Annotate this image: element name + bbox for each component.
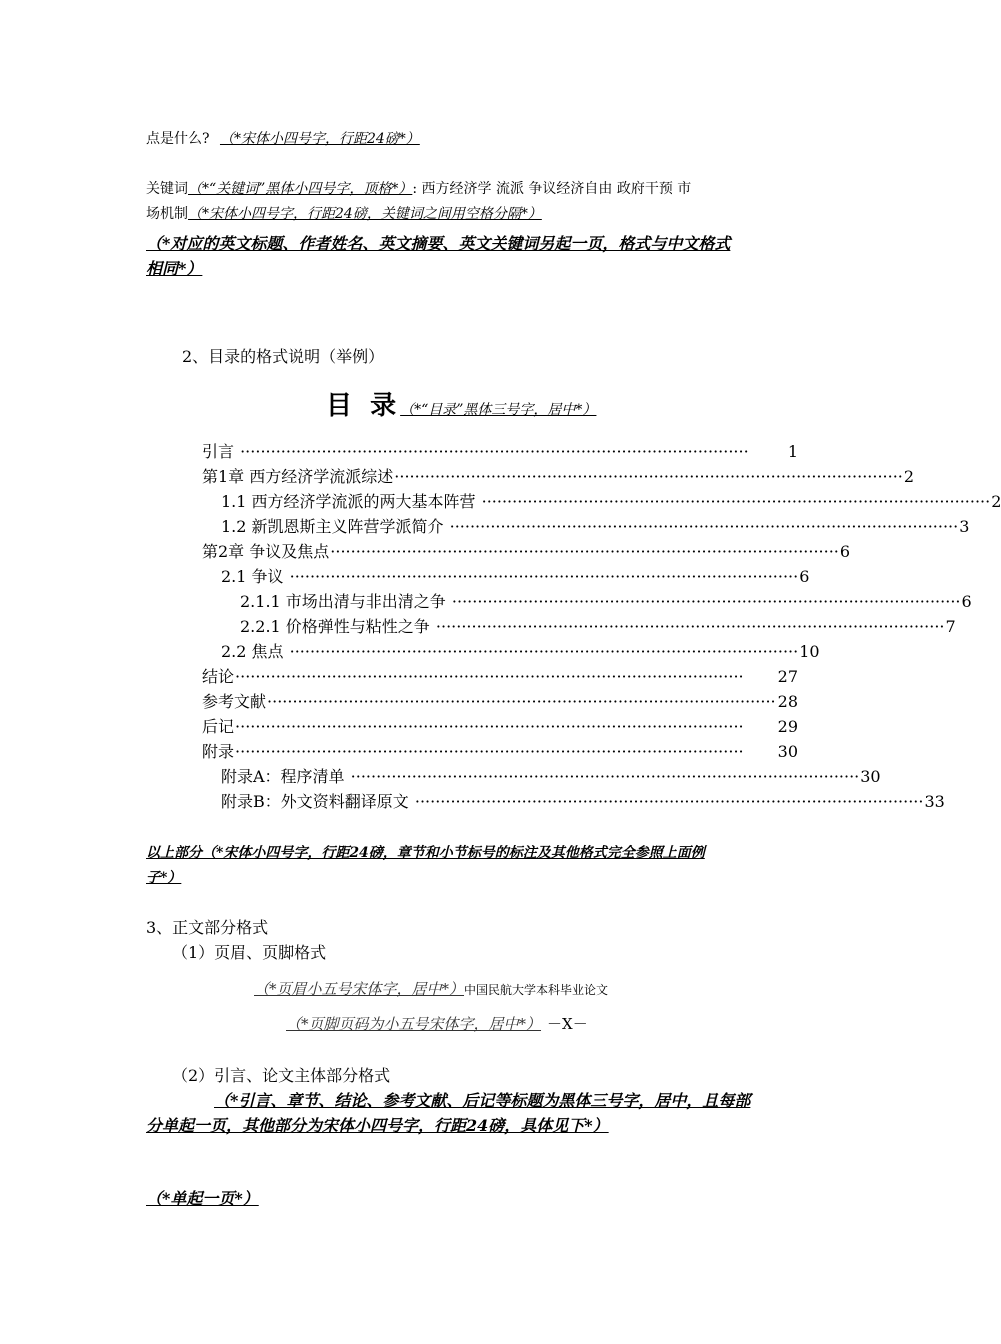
sub1-heading: （1）页眉、页脚格式 <box>172 943 327 962</box>
toc-item-title: 第2章 争议及焦点 <box>202 542 330 561</box>
toc-leader: ···································································································· <box>481 492 991 511</box>
keywords-label: 关键词 <box>146 181 188 197</box>
toc-item-page: 27 <box>777 667 798 686</box>
toc-item <box>221 790 945 814</box>
toc-leader: ···································································································· <box>235 742 744 761</box>
toc-item-page: 2 <box>991 492 1001 511</box>
toc-leader: ···································································································· <box>235 717 744 736</box>
toc-item <box>202 540 851 564</box>
header-example <box>254 978 608 999</box>
toc-leader: ···································································································· <box>267 692 776 711</box>
toc-item-title: 附录B：外文资料翻译原文 <box>221 792 414 811</box>
toc-item-title: 2.2.1 价格弹性与粘性之争 <box>240 617 435 636</box>
toc-item-page: 2 <box>903 467 915 486</box>
toc-item <box>202 440 798 464</box>
toc-item <box>221 640 820 664</box>
keywords-line <box>146 178 691 198</box>
toc-leader: ···································································································· <box>330 542 839 561</box>
body-note-line1: （*引言、章节、结论、参考文献、后记等标题为黑体三号字，居中，且每部 <box>214 1091 751 1110</box>
toc-leader: ···································································································· <box>449 517 959 536</box>
toc-item <box>221 765 881 789</box>
toc-leader: ···································································································· <box>414 792 924 811</box>
toc-item-title: 附录 <box>202 742 235 761</box>
toc-leader: ···································································································· <box>394 467 903 486</box>
toc-item-page: 10 <box>799 642 820 661</box>
toc-item-title: 2.2 焦点 <box>221 642 289 661</box>
toc-item-page: 6 <box>799 567 810 586</box>
toc-item <box>221 490 1001 514</box>
english-note-line1: （*对应的英文标题、作者姓名、英文摘要、英文关键词另起一页，格式与中文格式 <box>146 234 731 253</box>
toc-item <box>221 515 970 539</box>
toc-item-title: 2.1 争议 <box>221 567 289 586</box>
toc-item-page: 29 <box>777 717 798 736</box>
toc-leader: ···································································································· <box>451 592 961 611</box>
section2-heading: 2、目录的格式说明（举例） <box>182 347 385 366</box>
toc-leader: ···································································································· <box>235 667 744 686</box>
toc-item <box>221 565 810 589</box>
above-note-line2: 子*） <box>146 870 182 886</box>
toc-item-page: 30 <box>860 767 881 786</box>
toc-leader: ···································································································· <box>289 567 799 586</box>
sub2-heading: （2）引言、论文主体部分格式 <box>172 1066 391 1085</box>
header-text: 中国民航大学本科毕业论文 <box>464 983 609 997</box>
toc-item-page: 3 <box>959 517 970 536</box>
toc-leader: ···································································································· <box>240 442 749 461</box>
toc-leader: ···································································································· <box>289 642 799 661</box>
toc-leader: ···································································································· <box>350 767 860 786</box>
toc-item-page: 7 <box>945 617 956 636</box>
body-note-line2: 分单起一页，其他部分为宋体小四号字，行距24磅，具体见下*） <box>146 1116 609 1135</box>
toc-item-page: 6 <box>961 592 972 611</box>
toc-item <box>202 690 798 714</box>
toc-item-title: 1.2 新凯恩斯主义阵营学派简介 <box>221 517 449 536</box>
footer-text: －X－ <box>547 1015 588 1033</box>
keywords-text: : 西方经济学 流派 争议经济自由 政府干预 市 <box>412 181 692 197</box>
toc-item-title: 1.1 西方经济学流派的两大基本阵营 <box>221 492 481 511</box>
keywords-line-2 <box>146 203 542 223</box>
format-note: （*页脚页码为小五号宋体字，居中*） <box>286 1015 542 1033</box>
toc-item-page: 33 <box>924 792 945 811</box>
toc-title-text: 目 录 <box>326 391 397 421</box>
section3-heading: 3、正文部分格式 <box>146 918 269 937</box>
single-page-note: （*单起一页*） <box>146 1189 259 1208</box>
keywords-text-2: 场机制 <box>146 206 188 222</box>
toc-item-title: 引言 <box>202 442 240 461</box>
body-text: 点是什么? <box>146 131 210 147</box>
toc-item-title: 附录A：程序清单 <box>221 767 350 786</box>
toc-item <box>202 665 798 689</box>
toc-item-title: 第1章 西方经济学流派综述 <box>202 467 394 486</box>
toc-item-title: 结论 <box>202 667 235 686</box>
toc-item-title: 后记 <box>202 717 235 736</box>
format-note: （*页眉小五号宋体字，居中*） <box>254 980 465 998</box>
toc-item-page: 28 <box>777 692 798 711</box>
format-note: （*宋体小四号字，行距24磅*） <box>219 131 420 147</box>
toc-item-page: 1 <box>787 442 798 461</box>
toc-item-title: 2.1.1 市场出清与非出清之争 <box>240 592 451 611</box>
toc-item <box>202 465 915 489</box>
toc-title <box>326 385 596 422</box>
text-line <box>146 128 420 148</box>
format-note: （*“关键词”黑体小四号字，顶格*） <box>188 181 413 197</box>
toc-item-page: 30 <box>777 742 798 761</box>
toc-item <box>202 715 798 739</box>
toc-item-page: 6 <box>839 542 851 561</box>
above-note-line1: 以上部分（*宋体小四号字，行距24磅，章节和小节标号的标注及其他格式完全参照上面例 <box>146 845 705 861</box>
format-note: （*“目录”黑体三号字，居中*） <box>400 402 597 418</box>
toc-item-title: 参考文献 <box>202 692 267 711</box>
toc-item <box>240 615 956 639</box>
toc-item <box>240 590 972 614</box>
toc-leader: ···································································································· <box>435 617 945 636</box>
toc-item <box>202 740 798 764</box>
format-note: （*宋体小四号字，行距24磅，关键词之间用空格分隔*） <box>188 206 542 222</box>
footer-example <box>286 1013 588 1034</box>
english-note-line2: 相同*） <box>146 259 203 278</box>
